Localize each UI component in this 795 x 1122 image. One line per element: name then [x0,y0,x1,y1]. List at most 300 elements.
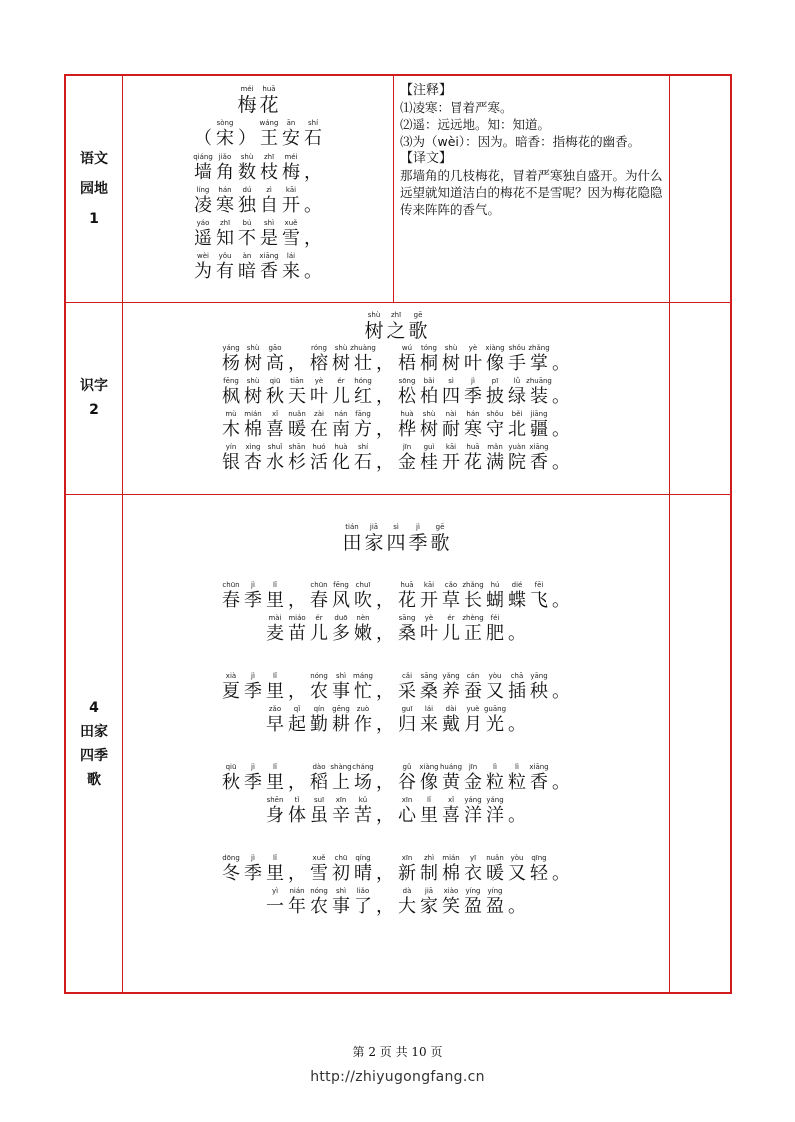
character-cell [407,310,429,342]
hanzi: 季 [244,772,262,793]
pinyin: qiū [225,763,237,771]
character-cell [528,853,550,885]
hanzi: 养 [442,681,460,702]
row-label-text: 1 [89,211,99,227]
pinyin: sōng [398,377,416,385]
pinyin: bǎi [423,377,435,385]
hanzi: 花 [464,452,482,473]
pinyin: tóng [421,344,437,352]
hanzi: 初 [332,863,350,884]
pinyin: lǐ [273,672,277,680]
hanzi: 绿 [508,386,526,407]
poem-line [123,853,669,885]
pinyin: huáng [439,763,463,771]
pinyin: yì [271,887,279,895]
hanzi: 里 [266,590,284,611]
hanzi: 像 [486,353,504,374]
character-cell [308,613,330,645]
hanzi: 农 [310,896,328,917]
pinyin: chūn [310,581,328,589]
row-label-text: 四季 [80,748,108,764]
character-cell [264,613,286,645]
pinyin: xiāng [529,443,549,451]
hanzi: 春 [222,590,240,611]
character-cell [462,886,484,918]
character-cell [264,886,286,918]
hanzi: 吹 [354,590,372,611]
character-cell [264,795,286,827]
hanzi: 插 [508,681,526,702]
pinyin: shì [335,672,347,680]
character-cell [440,704,462,736]
hanzi: 院 [508,452,526,473]
hanzi: 新 [398,863,416,884]
character-cell [258,152,280,184]
hanzi: 喜 [266,419,284,440]
poem-line [123,152,393,184]
pinyin: yáo [196,219,210,227]
character-cell [242,409,264,441]
character-cell [484,409,506,441]
hanzi: 秋 [266,386,284,407]
pinyin: méi [240,85,254,93]
character-cell [396,795,418,827]
hanzi: 衣 [464,863,482,884]
character-cell [484,613,506,645]
hanzi: 正 [464,623,482,644]
hanzi: 独 [238,195,256,216]
pinyin: xiàng [419,763,439,771]
poem-line [123,376,669,408]
hanzi: 里 [266,863,284,884]
hanzi: 辛 [332,805,350,826]
notes-panel [400,82,670,218]
character-cell [484,795,506,827]
pinyin: shēn [266,796,284,804]
pinyin: cháng [352,763,374,771]
hanzi: 里 [266,681,284,702]
pinyin: zǎo [268,705,282,713]
hanzi: 身 [266,805,284,826]
note-item: ⑶为（wèi）：因为。暗香：指梅花的幽香。 [400,134,641,149]
pinyin: mǎn [487,443,503,451]
hanzi: 飞 [530,590,548,611]
hanzi: 金 [464,772,482,793]
character-cell [352,343,374,375]
pinyin: wèi [197,252,209,260]
character-cell [418,613,440,645]
hanzi: 耕 [332,714,350,735]
hanzi: 壮 [354,353,372,374]
pinyin: kāi [285,186,297,194]
pinyin: chā [510,672,524,680]
pinyin: kǔ [358,796,368,804]
pinyin: mián [442,854,460,862]
character-cell [220,409,242,441]
hanzi: 寒 [464,419,482,440]
pinyin: shù [422,410,436,418]
pinyin: gǔ [402,763,412,771]
character-cell [528,376,550,408]
pinyin: zhī [263,153,275,161]
character-cell [440,409,462,441]
character-cell [352,853,374,885]
stanza [123,671,669,736]
pinyin: yáng [222,344,240,352]
character-cell [440,580,462,612]
pinyin: lì [493,763,497,771]
hanzi: ， [288,681,306,702]
hanzi: 是 [260,228,278,249]
pinyin: féi [490,614,500,622]
character-cell [396,376,418,408]
character-cell [308,704,330,736]
poem-line [123,795,669,827]
pinyin: huā [466,443,480,451]
character-cell [308,376,330,408]
character-cell [264,376,286,408]
character-cell [258,118,280,150]
character-cell [462,409,484,441]
character-cell [330,886,352,918]
hanzi: 宋 [216,128,234,149]
row-label-text: 语文 [80,151,108,167]
pinyin: guì [423,443,435,451]
pinyin: sòng [216,119,234,127]
character-cell [462,613,484,645]
character-cell [484,580,506,612]
pinyin: shì [335,887,347,895]
pinyin: nèn [356,614,370,622]
pinyin: nóng [310,672,328,680]
character-cell [242,442,264,474]
poem-line [123,704,669,736]
pinyin: cǎi [401,672,413,680]
hanzi: 之 [386,320,406,342]
pinyin: xiàng [485,344,505,352]
character-cell [220,442,242,474]
hanzi: 。 [552,386,570,407]
pinyin: xuě [284,219,298,227]
character-cell [440,343,462,375]
pinyin: nán [334,410,348,418]
character-cell [286,853,308,885]
hanzi: 来 [420,714,438,735]
page-number: 第 2 页 共 10 页 [352,1045,443,1059]
character-cell [374,442,396,474]
character-cell [280,218,302,250]
character-cell [286,886,308,918]
column-divider [393,76,394,302]
stanza [123,853,669,918]
character-cell [484,886,506,918]
row-divider [66,494,730,495]
hanzi: 角 [216,162,234,183]
character-cell [374,762,396,794]
hanzi: 方 [354,419,372,440]
character-cell [330,762,352,794]
character-cell [418,409,440,441]
hanzi: 活 [310,452,328,473]
pinyin: huà [334,443,348,451]
character-cell [341,522,363,554]
pinyin: shù [246,344,260,352]
character-cell [374,795,396,827]
character-cell [302,218,324,250]
pinyin: sì [393,523,399,531]
row-label-yuwen-yuandi [66,76,122,302]
character-cell [352,704,374,736]
character-cell [258,84,280,116]
hanzi: 叶 [420,623,438,644]
pinyin: nuǎn [486,854,504,862]
hanzi: 树 [244,386,262,407]
character-cell [286,762,308,794]
character-cell [506,442,528,474]
hanzi: 勤 [310,714,328,735]
character-cell [308,671,330,703]
hanzi: 季 [244,681,262,702]
hanzi: 数 [238,162,256,183]
hanzi: ， [288,863,306,884]
hanzi: 耐 [442,419,460,440]
hanzi: 黄 [442,772,460,793]
character-cell [264,853,286,885]
character-cell [462,671,484,703]
character-cell [330,795,352,827]
character-cell [352,613,374,645]
pinyin: jì [251,581,255,589]
pinyin: huó [312,443,326,451]
character-cell [308,795,330,827]
character-cell [330,704,352,736]
character-cell [484,376,506,408]
character-cell [440,671,462,703]
hanzi: 自 [260,195,278,216]
row-label-shizi [66,302,122,494]
hanzi: 盈 [464,896,482,917]
pinyin: zài [314,410,324,418]
pinyin: jì [471,377,475,385]
hanzi: 树 [364,320,384,342]
character-cell [264,409,286,441]
character-cell [396,580,418,612]
character-cell [440,442,462,474]
row-divider [66,302,730,303]
hanzi: 多 [332,623,350,644]
pinyin: fāng [355,410,371,418]
character-cell [286,580,308,612]
hanzi: 粒 [486,772,504,793]
pinyin: wáng [259,119,279,127]
character-cell [280,152,302,184]
pinyin: yòu [488,672,502,680]
character-cell [418,762,440,794]
character-cell [440,853,462,885]
character-cell [330,613,352,645]
character-cell [440,762,462,794]
hanzi: 手 [508,353,526,374]
hanzi: 雪 [282,228,300,249]
character-cell [308,442,330,474]
hanzi: 天 [288,386,306,407]
hanzi: 里 [266,772,284,793]
character-cell [330,442,352,474]
hanzi: 。 [508,714,526,735]
hanzi: 凌 [194,195,212,216]
character-cell [236,218,258,250]
pinyin: qín [313,705,325,713]
row-label-text: 识字 [80,378,108,394]
hanzi: 心 [398,805,416,826]
hanzi: 金 [398,452,416,473]
character-cell [506,671,528,703]
hanzi: 棉 [244,419,262,440]
hanzi: 花 [259,94,279,116]
character-cell [506,795,528,827]
character-cell [396,409,418,441]
character-cell [528,442,550,474]
hanzi: 枫 [222,386,240,407]
character-cell [308,762,330,794]
pinyin: yuè [466,705,480,713]
character-cell [506,613,528,645]
pinyin: yíng [487,887,503,895]
hanzi: 。 [552,452,570,473]
character-cell [440,376,462,408]
hanzi: 苦 [354,805,372,826]
hanzi: 稻 [310,772,328,793]
hanzi: 。 [552,590,570,611]
character-cell [440,613,462,645]
character-cell [462,376,484,408]
pinyin: xuě [312,854,326,862]
pinyin: jì [416,523,420,531]
lesson-table [64,74,732,994]
character-cell [462,343,484,375]
pinyin: jiǎo [218,153,232,161]
character-cell [528,671,550,703]
hanzi: 长 [464,590,482,611]
hanzi: ， [288,590,306,611]
poem-meihua [123,84,393,283]
character-cell [440,886,462,918]
hanzi: 四 [442,386,460,407]
pinyin: pī [491,377,499,385]
character-cell [462,580,484,612]
hanzi: 夏 [222,681,240,702]
hanzi: 。 [552,681,570,702]
character-cell [506,762,528,794]
hanzi: ， [376,772,394,793]
hanzi: 蚕 [464,681,482,702]
hanzi: 寒 [216,195,234,216]
hanzi: 花 [398,590,416,611]
hanzi: 开 [282,195,300,216]
character-cell [242,853,264,885]
character-cell [374,671,396,703]
pinyin: wú [401,344,413,352]
character-cell [192,218,214,250]
hanzi: 在 [310,419,328,440]
character-cell [286,795,308,827]
pinyin: hán [466,410,480,418]
character-cell [214,152,236,184]
hanzi: ， [304,228,322,249]
pinyin: liǎo [356,887,370,895]
character-cell [462,853,484,885]
pinyin: àn [242,252,252,260]
hanzi: 光 [486,714,504,735]
hanzi: 。 [552,863,570,884]
hanzi: 香 [530,452,548,473]
character-cell [192,118,214,150]
character-cell [264,704,286,736]
hanzi: 季 [464,386,482,407]
hanzi: 轻 [530,863,548,884]
character-cell [418,671,440,703]
character-cell [242,671,264,703]
pinyin: jì [251,763,255,771]
hanzi: 叶 [464,353,482,374]
pinyin: kāi [423,581,435,589]
hanzi: 木 [222,419,240,440]
hanzi: 柏 [420,386,438,407]
pinyin: gāo [268,344,282,352]
pinyin: zhī [390,311,402,319]
hanzi: ， [376,896,394,917]
character-cell [308,409,330,441]
character-cell [264,343,286,375]
row-label-text: 园地 [80,181,108,197]
character-cell [214,251,236,283]
character-cell [330,671,352,703]
hanzi: 暗 [238,261,256,282]
character-cell [352,671,374,703]
pinyin: yǎng [442,672,460,680]
pinyin: zhǎng [528,344,550,352]
hanzi: 歌 [408,320,428,342]
character-cell [352,795,374,827]
pinyin: cán [466,672,480,680]
poem-line [123,580,669,612]
hanzi: ， [376,714,394,735]
character-cell [286,442,308,474]
hanzi: 又 [508,863,526,884]
poem-line [123,886,669,918]
pinyin: shàng [330,763,352,771]
hanzi: 采 [398,681,416,702]
character-cell [396,613,418,645]
character-cell [220,580,242,612]
pinyin: yáng [464,796,482,804]
pinyin: zhuāng [526,377,552,385]
character-cell [550,580,572,612]
pinyin: gēng [332,705,350,713]
website-url[interactable]: http://zhiyugongfang.cn [310,1069,485,1085]
hanzi: 开 [420,590,438,611]
hanzi: 梧 [398,353,416,374]
pinyin: gē [413,311,423,319]
hanzi: 疆 [530,419,548,440]
pinyin: guī [401,705,413,713]
character-cell [396,442,418,474]
pinyin: miáo [288,614,306,622]
pinyin: ér [315,614,323,622]
hanzi: 香 [530,772,548,793]
hanzi: 石 [304,128,322,149]
hanzi: 有 [216,261,234,282]
